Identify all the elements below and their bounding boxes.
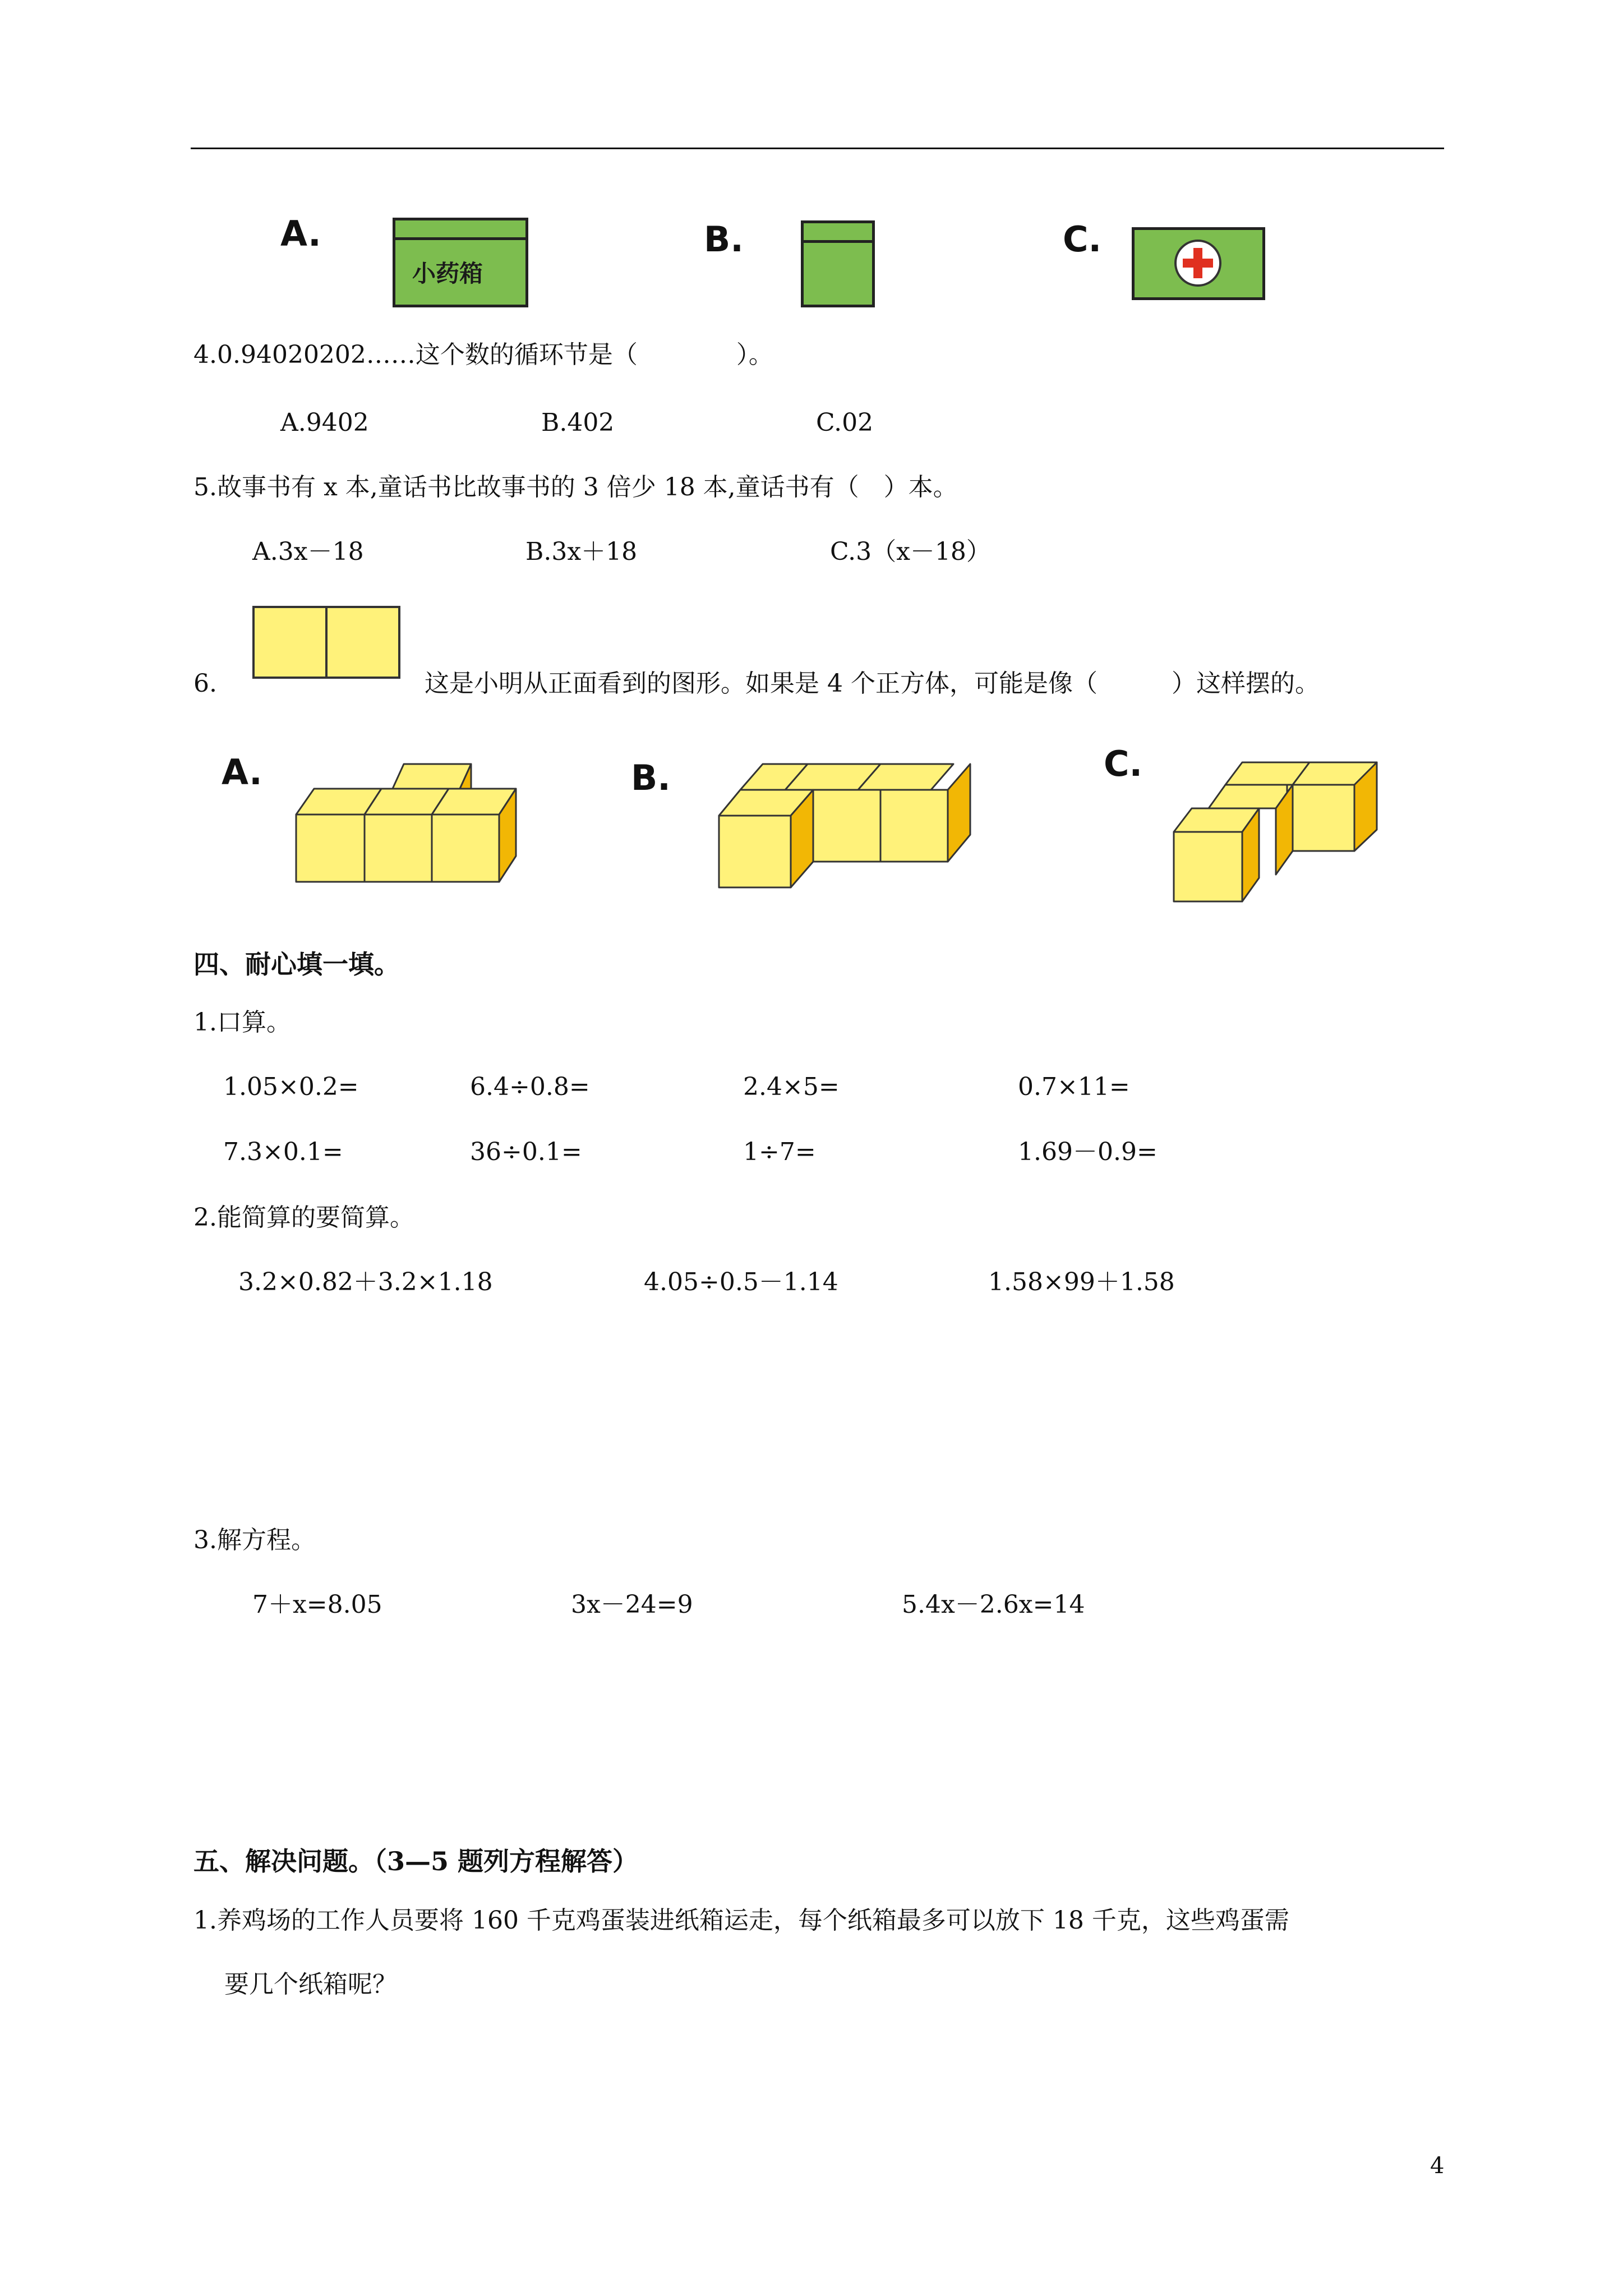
option-b-letter: B.	[704, 219, 744, 260]
problem1-line1: 1.养鸡场的工作人员要将 160 千克鸡蛋装进纸箱运走，每个纸箱最多可以放下 18 千克，这些鸡蛋需	[193, 1906, 1289, 1935]
simplify-item: 4.05÷0.5－1.14	[644, 1268, 838, 1296]
medicine-box-label: 小药箱	[412, 260, 483, 287]
problem1-line2: 要几个纸箱呢？	[224, 1970, 397, 1999]
q4-option-b: B.402	[541, 408, 615, 437]
q4-option-c: C.02	[816, 408, 874, 437]
q6-option-a-letter: A.	[222, 752, 262, 793]
cubes-option-b	[718, 763, 976, 892]
q6-option-b-letter: B.	[631, 757, 671, 798]
q6-number: 6.	[193, 669, 217, 698]
q6-stem: 这是小明从正面看到的图形。如果是 4 个正方体，可能是像（ ）这样摆的。	[425, 669, 1320, 698]
q5-option-a: A.3x－18	[252, 537, 364, 566]
option-c-letter: C.	[1063, 219, 1102, 260]
oral-item: 2.4×5=	[743, 1073, 840, 1101]
cubes-option-c	[1169, 760, 1394, 906]
header-rule	[191, 148, 1444, 149]
option-a-letter: A.	[280, 213, 321, 254]
oral-item: 0.7×11=	[1018, 1073, 1130, 1101]
oral-item: 1.69－0.9=	[1018, 1138, 1158, 1166]
oral-item: 1.05×0.2=	[223, 1073, 359, 1101]
medicine-box-top	[1132, 227, 1265, 300]
medicine-box-side	[801, 220, 875, 307]
medicine-box-front	[393, 218, 528, 307]
q4-stem: 4.0.94020202……这个数的循环节是（ ）。	[193, 341, 773, 369]
red-cross-icon	[1173, 238, 1223, 288]
simplify-item: 1.58×99＋1.58	[988, 1268, 1175, 1296]
oral-item: 36÷0.1=	[470, 1138, 582, 1166]
equation-item: 3x－24=9	[571, 1590, 693, 1619]
equation-item: 5.4x－2.6x=14	[902, 1590, 1085, 1619]
q5-option-c: C.3（x－18）	[830, 537, 991, 566]
simplify-item: 3.2×0.82＋3.2×1.18	[238, 1268, 493, 1296]
q5-option-b: B.3x＋18	[525, 537, 638, 566]
front-view-figure	[252, 606, 401, 679]
q5-stem: 5.故事书有 x 本,童话书比故事书的 3 倍少 18 本,童话书有（ ）本。	[193, 473, 958, 501]
equation-title: 3.解方程。	[193, 1526, 316, 1554]
section5-title: 五、解决问题。（3—5 题列方程解答）	[193, 1846, 639, 1876]
q6-option-c-letter: C.	[1104, 743, 1143, 784]
oral-item: 1÷7=	[743, 1138, 816, 1166]
page-number: 4	[1430, 2153, 1445, 2179]
oral-item: 6.4÷0.8=	[470, 1073, 590, 1101]
equation-item: 7＋x=8.05	[252, 1590, 382, 1619]
oral-item: 7.3×0.1=	[223, 1138, 343, 1166]
q4-option-a: A.9402	[280, 408, 369, 437]
section4-title: 四、耐心填一填。	[193, 949, 400, 979]
oral-calc-title: 1.口算。	[193, 1008, 291, 1037]
simplify-title: 2.能简算的要简算。	[193, 1203, 414, 1232]
cubes-option-a	[292, 763, 527, 886]
